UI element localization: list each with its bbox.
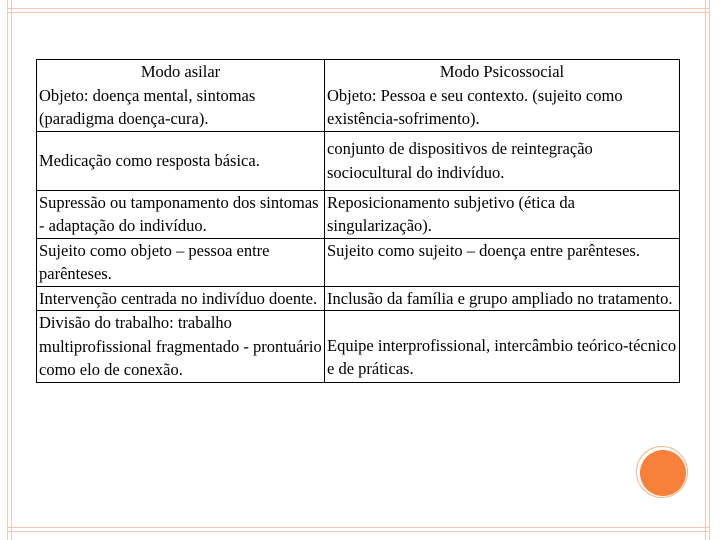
table-cell	[325, 311, 680, 383]
cell-text: Supressão ou tamponamento dos sintomas - adaptação do indivíduo.	[39, 192, 319, 235]
frame-bottom-line-inner	[7, 527, 710, 528]
cell-text: Objeto: doença mental, sintomas (paradigma doença-cura).	[39, 85, 256, 128]
table-row	[37, 238, 680, 286]
table-cell	[325, 131, 680, 190]
cell-text: Reposicionamento subjetivo (ética da singularização).	[327, 192, 575, 235]
decorative-orange-circle	[640, 450, 686, 496]
cell-text: Sujeito como sujeito – doença entre parênteses.	[327, 240, 640, 260]
cell-text: Sujeito como objeto – pessoa entre parênteses.	[39, 240, 270, 283]
table-row	[37, 286, 680, 311]
cell-text: Divisão do trabalho: trabalho multiprofissional fragmentado - prontuário como elo de conexão.	[39, 313, 322, 379]
table-cell	[325, 60, 680, 132]
table-row	[37, 131, 680, 190]
table-cell	[37, 190, 325, 238]
frame-left-line-inner	[11, 0, 12, 540]
table-cell	[325, 190, 680, 238]
column-header-psicossocial: Modo Psicossocial	[439, 62, 565, 81]
frame-right-line	[709, 0, 710, 540]
cell-text: Medicação como resposta básica.	[39, 150, 260, 170]
cell-text: Inclusão da família e grupo ampliado no tratamento.	[327, 288, 673, 308]
table-cell	[325, 286, 680, 311]
frame-top-line-inner	[7, 12, 710, 13]
table-row	[37, 60, 680, 132]
table-cell	[37, 60, 325, 132]
table-row	[37, 190, 680, 238]
cell-text: Intervenção centrada no indivíduo doente.	[39, 288, 318, 308]
frame-left-line	[7, 0, 8, 540]
comparison-table	[36, 59, 680, 383]
table-row	[37, 311, 680, 383]
table-cell	[325, 238, 680, 286]
frame-right-line-inner	[705, 0, 706, 540]
table-cell	[37, 238, 325, 286]
table-cell	[37, 286, 325, 311]
cell-text: Objeto: Pessoa e seu contexto. (sujeito como existência-sofrimento).	[327, 85, 623, 128]
cell-text: Equipe interprofissional, intercâmbio teórico-técnico e de práticas.	[327, 335, 677, 378]
table-cell	[37, 131, 325, 190]
frame-top-line	[7, 8, 710, 9]
table-cell	[37, 311, 325, 383]
column-header-asilar: Modo asilar	[140, 62, 221, 81]
cell-text: conjunto de dispositivos de reintegração sociocultural do indivíduo.	[327, 139, 593, 182]
frame-bottom-line	[7, 531, 710, 532]
